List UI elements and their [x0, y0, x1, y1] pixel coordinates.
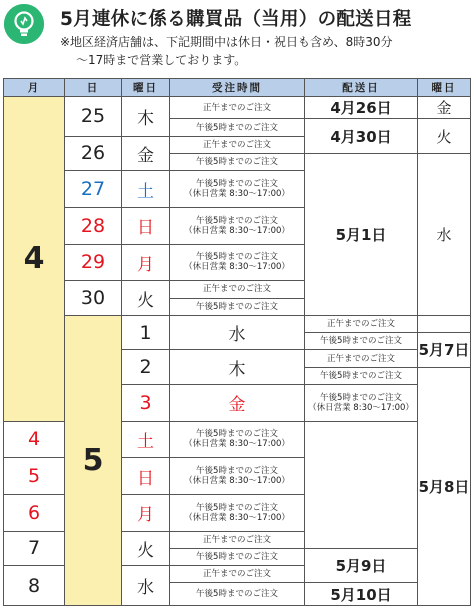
- delivery-weekday-cell: 水: [418, 153, 471, 315]
- weekday-cell: 土: [122, 171, 170, 208]
- order-time-cell: 午後5時までのご注文: [170, 548, 305, 565]
- order-label: 午後5時までのご注文: [196, 466, 278, 477]
- delivery-date-cell: 4月26日: [305, 97, 418, 119]
- weekday-cell: 木: [170, 350, 305, 385]
- day-cell: 4: [4, 421, 65, 458]
- note-text-continued: ～17時まで営業しております。: [76, 53, 247, 67]
- weekday-cell: 月: [122, 494, 170, 531]
- order-time-cell: 正午までのご注文: [305, 315, 418, 332]
- delivery-weekday-cell: 金: [418, 97, 471, 119]
- day-cell: 30: [65, 281, 122, 316]
- delivery-date-cell: 5月1日: [305, 153, 418, 315]
- delivery-date-cell: 4月30日: [305, 119, 418, 154]
- delivery-date-cell: 5月10日: [305, 583, 418, 606]
- order-time-cell: [170, 244, 305, 281]
- table-row: [4, 97, 471, 119]
- month-cell-may: 5: [65, 315, 122, 605]
- header-order-time: 受注時間: [170, 79, 305, 97]
- header-month: 月: [4, 79, 65, 97]
- day-cell: 8: [4, 566, 65, 606]
- weekday-cell: 月: [122, 244, 170, 281]
- order-label: 午後5時までのご注文: [196, 502, 278, 513]
- weekday-cell: 金: [170, 384, 305, 421]
- header-delivery-weekday: 曜日: [418, 79, 471, 97]
- order-label: 午後5時までのご注文: [196, 429, 278, 440]
- order-label: 午後5時までのご注文: [320, 392, 402, 403]
- order-time-cell: [305, 384, 418, 421]
- order-time-cell: [170, 494, 305, 531]
- order-time-cell: 正午までのご注文: [170, 281, 305, 298]
- delivery-date-cell: 5月7日: [418, 333, 471, 368]
- weekday-cell: 土: [122, 421, 170, 458]
- delivery-schedule-table: [3, 78, 471, 606]
- day-cell: 5: [4, 458, 65, 495]
- delivery-date-cell: 5月8日: [418, 367, 471, 605]
- note-text: ※地区経済店舗は、下記期間中は休日・祝日も含め、8時30分: [60, 35, 393, 49]
- order-time-cell: 午後5時までのご注文: [305, 333, 418, 350]
- order-time-cell: 正午までのご注文: [305, 350, 418, 367]
- holiday-hours-label: （休日営業 8:30～17:00）: [184, 262, 290, 273]
- delivery-weekday-cell: 火: [418, 119, 471, 154]
- order-time-cell: [170, 207, 305, 244]
- holiday-hours-label: （休日営業 8:30～17:00）: [184, 476, 290, 487]
- month-cell-april: 4: [4, 97, 65, 422]
- day-cell: 26: [65, 136, 122, 171]
- order-time-cell: 午後5時までのご注文: [170, 119, 305, 136]
- delivery-date-cell: 5月9日: [305, 548, 418, 583]
- header-weekday: 曜日: [122, 79, 170, 97]
- day-cell: 7: [4, 531, 65, 566]
- holiday-hours-label: （休日営業 8:30～17:00）: [184, 225, 290, 236]
- weekday-cell: 木: [122, 97, 170, 137]
- day-cell: 6: [4, 494, 65, 531]
- order-time-cell: [170, 171, 305, 208]
- order-label: 午後5時までのご注文: [196, 252, 278, 263]
- weekday-cell: 日: [122, 458, 170, 495]
- weekday-cell: 金: [122, 136, 170, 171]
- table-row: [4, 315, 471, 332]
- table-header-row: [4, 79, 471, 97]
- header-delivery-date: 配送日: [305, 79, 418, 97]
- lightbulb-icon: [4, 4, 44, 44]
- weekday-cell: 水: [122, 566, 170, 606]
- weekday-cell: 日: [122, 207, 170, 244]
- order-time-cell: 午後5時までのご注文: [170, 583, 305, 606]
- order-time-cell: 正午までのご注文: [170, 136, 305, 153]
- order-time-cell: [170, 421, 305, 458]
- holiday-hours-label: （休日営業 8:30～17:00）: [184, 189, 290, 200]
- order-time-cell: 正午までのご注文: [170, 566, 305, 583]
- order-time-cell: [170, 458, 305, 495]
- day-cell: 28: [65, 207, 122, 244]
- order-label: 午後5時までのご注文: [196, 179, 278, 190]
- day-cell: 1: [122, 315, 170, 350]
- day-cell: 2: [122, 350, 170, 385]
- day-cell: 27: [65, 171, 122, 208]
- header-day: 日: [65, 79, 122, 97]
- day-cell: 3: [122, 384, 170, 421]
- order-time-cell: 正午までのご注文: [170, 97, 305, 119]
- order-time-cell: 午後5時までのご注文: [170, 153, 305, 170]
- order-time-cell: 午後5時までのご注文: [305, 367, 418, 384]
- day-cell: 29: [65, 244, 122, 281]
- weekday-cell: 火: [122, 281, 170, 316]
- holiday-hours-label: （休日営業 8:30～17:00）: [184, 439, 290, 450]
- weekday-cell: 火: [122, 531, 170, 566]
- holiday-hours-label: （休日営業 8:30～17:00）: [308, 402, 414, 413]
- holiday-hours-label: （休日営業 8:30～17:00）: [184, 512, 290, 523]
- order-label: 午後5時までのご注文: [196, 215, 278, 226]
- order-time-cell: 正午までのご注文: [170, 531, 305, 548]
- weekday-cell: 水: [170, 315, 305, 350]
- day-cell: 25: [65, 97, 122, 137]
- page-title: 5月連休に係る購買品（当用）の配送日程: [60, 9, 412, 30]
- order-time-cell: 午後5時までのご注文: [170, 298, 305, 315]
